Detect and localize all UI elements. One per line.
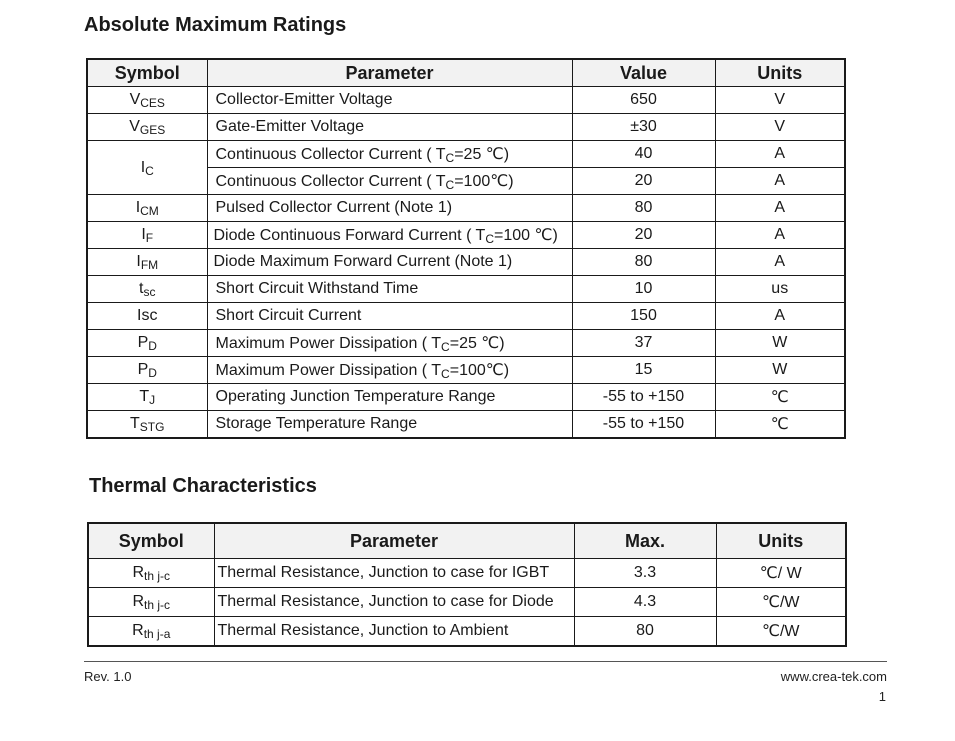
value-cell: 10 bbox=[572, 276, 715, 303]
table-row bbox=[88, 617, 846, 647]
max-cell: 3.3 bbox=[574, 559, 716, 588]
table-row bbox=[87, 303, 845, 330]
table-row bbox=[87, 357, 845, 384]
header-units: Units bbox=[715, 59, 845, 87]
value-cell: 40 bbox=[572, 141, 715, 168]
parameter-cell: Continuous Collector Current ( $T_C=100℃$) bbox=[207, 168, 572, 195]
units-cell: A bbox=[715, 303, 845, 330]
value-cell: -55 to +150 bbox=[572, 411, 715, 439]
symbol-cell: $R_{th j-c}$ bbox=[88, 559, 214, 588]
section-title-thermal-characteristics: Thermal Characteristics bbox=[89, 475, 317, 497]
thermal-characteristics-table bbox=[87, 522, 847, 647]
parameter-cell: Thermal Resistance, Junction to case for IGBT bbox=[214, 559, 574, 588]
table-row bbox=[87, 276, 845, 303]
symbol-cell: $t_{sc}$ bbox=[87, 276, 207, 303]
symbol-cell: $T_J$ bbox=[87, 384, 207, 411]
symbol-cell: $P_D$ bbox=[87, 357, 207, 384]
page-number: 1 bbox=[878, 689, 886, 704]
max-cell: 80 bbox=[574, 617, 716, 647]
table-row bbox=[87, 249, 845, 276]
symbol-cell: $I_{CM}$ bbox=[87, 195, 207, 222]
symbol-cell: $P_D$ bbox=[87, 330, 207, 357]
units-cell: ℃/W bbox=[716, 617, 846, 647]
parameter-cell: Continuous Collector Current ( $T_C=25$ ℃) bbox=[207, 141, 572, 168]
header-parameter: Parameter bbox=[214, 523, 574, 559]
value-cell: 20 bbox=[572, 168, 715, 195]
value-cell: 650 bbox=[572, 87, 715, 114]
value-cell: 80 bbox=[572, 249, 715, 276]
symbol-cell: $V_{CES}$ bbox=[87, 87, 207, 114]
header-value: Value bbox=[572, 59, 715, 87]
symbol-cell: $R_{th j-c}$ bbox=[88, 588, 214, 617]
units-cell: A bbox=[715, 141, 845, 168]
table-row bbox=[87, 330, 845, 357]
table-row bbox=[87, 384, 845, 411]
value-cell: 80 bbox=[572, 195, 715, 222]
header-parameter: Parameter bbox=[207, 59, 572, 87]
parameter-cell: Operating Junction Temperature Range bbox=[207, 384, 572, 411]
value-cell: 37 bbox=[572, 330, 715, 357]
table-row bbox=[87, 195, 845, 222]
parameter-cell: Gate-Emitter Voltage bbox=[207, 114, 572, 141]
header-symbol: Symbol bbox=[88, 523, 214, 559]
table-row bbox=[87, 222, 845, 249]
parameter-cell: Pulsed Collector Current (Note 1) bbox=[207, 195, 572, 222]
units-cell: ℃ bbox=[715, 411, 845, 439]
units-cell: A bbox=[715, 222, 845, 249]
parameter-cell: Diode Maximum Forward Current (Note 1) bbox=[207, 249, 572, 276]
footer-divider bbox=[84, 661, 887, 662]
symbol-cell: $R_{th j-a}$ bbox=[88, 617, 214, 647]
units-cell: ℃ bbox=[715, 384, 845, 411]
revision-label: Rev. 1.0 bbox=[84, 669, 132, 684]
absolute-maximum-ratings-table bbox=[86, 58, 846, 439]
value-cell: 20 bbox=[572, 222, 715, 249]
table-row bbox=[87, 114, 845, 141]
symbol-cell: Isc bbox=[87, 303, 207, 330]
table-row bbox=[87, 87, 845, 114]
parameter-cell: Collector-Emitter Voltage bbox=[207, 87, 572, 114]
symbol-cell: $I_{FM}$ bbox=[87, 249, 207, 276]
units-cell: us bbox=[715, 276, 845, 303]
table-row bbox=[87, 141, 845, 168]
parameter-cell: Short Circuit Current bbox=[207, 303, 572, 330]
symbol-cell: $I_F$ bbox=[87, 222, 207, 249]
parameter-cell: Maximum Power Dissipation ( $T_C=100℃$) bbox=[207, 357, 572, 384]
symbol-cell: $I_C$ bbox=[87, 141, 207, 195]
units-cell: W bbox=[715, 357, 845, 384]
header-units: Units bbox=[716, 523, 846, 559]
units-cell: V bbox=[715, 87, 845, 114]
units-cell: A bbox=[715, 168, 845, 195]
units-cell: ℃/ W bbox=[716, 559, 846, 588]
table-row bbox=[88, 588, 846, 617]
table-row bbox=[87, 411, 845, 439]
units-cell: A bbox=[715, 195, 845, 222]
table-header-row bbox=[88, 523, 846, 559]
header-max: Max. bbox=[574, 523, 716, 559]
units-cell: V bbox=[715, 114, 845, 141]
value-cell: -55 to +150 bbox=[572, 384, 715, 411]
value-cell: 15 bbox=[572, 357, 715, 384]
value-cell: ±30 bbox=[572, 114, 715, 141]
table-header-row bbox=[87, 59, 845, 87]
parameter-cell: Maximum Power Dissipation ( $T_C=25$ ℃) bbox=[207, 330, 572, 357]
units-cell: A bbox=[715, 249, 845, 276]
parameter-cell: Diode Continuous Forward Current ( $T_C=100$ ℃) bbox=[207, 222, 572, 249]
header-symbol: Symbol bbox=[87, 59, 207, 87]
max-cell: 4.3 bbox=[574, 588, 716, 617]
website-url: www.crea-tek.com bbox=[780, 669, 887, 684]
parameter-cell: Thermal Resistance, Junction to Ambient bbox=[214, 617, 574, 647]
parameter-cell: Thermal Resistance, Junction to case for Diode bbox=[214, 588, 574, 617]
value-cell: 150 bbox=[572, 303, 715, 330]
parameter-cell: Short Circuit Withstand Time bbox=[207, 276, 572, 303]
parameter-cell: Storage Temperature Range bbox=[207, 411, 572, 439]
units-cell: W bbox=[715, 330, 845, 357]
symbol-cell: $V_{GES}$ bbox=[87, 114, 207, 141]
table-row bbox=[88, 559, 846, 588]
symbol-cell: $T_{STG}$ bbox=[87, 411, 207, 439]
units-cell: ℃/W bbox=[716, 588, 846, 617]
section-title-absolute-maximum-ratings: Absolute Maximum Ratings bbox=[84, 14, 347, 36]
